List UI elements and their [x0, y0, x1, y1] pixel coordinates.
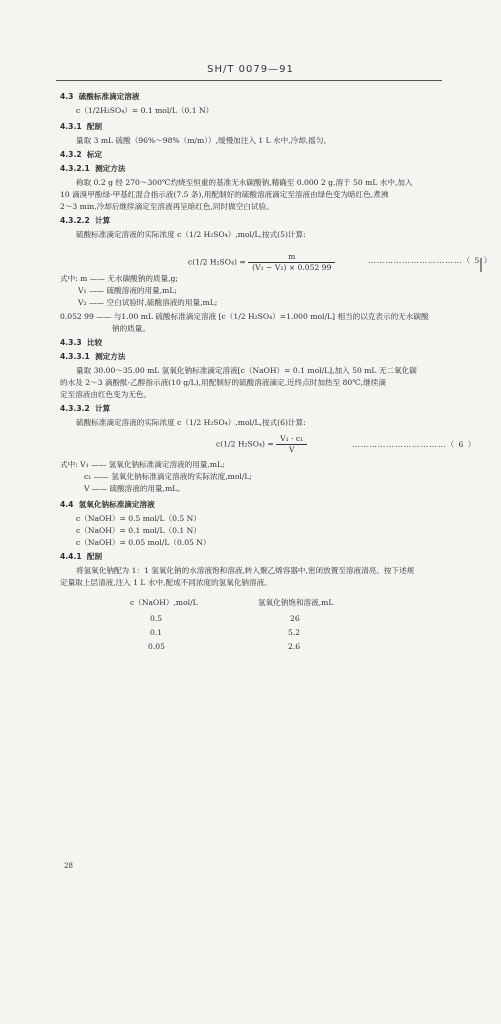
variable-definition: c₁ —— 氢氧化钠标准滴定溶液的实际浓度,mol/L; [84, 472, 252, 481]
table-header: c（NaOH）,mol/L [130, 598, 198, 607]
concentration-line: c（NaOH）= 0.5 mol/L（0.5 N） [76, 514, 201, 523]
header-rule [56, 80, 442, 81]
equation-number: ……………………………（ 6 ） [352, 440, 477, 449]
section-number: 4.3.2.2 [60, 216, 90, 225]
paragraph: 量取 3 mL 硫酸（96%～98%（m/m））,缓慢加注入 1 L 水中,冷却,摇匀。 [76, 136, 332, 145]
section-4-3-1-heading [60, 122, 102, 132]
section-number: 4.3.2.1 [60, 164, 90, 173]
standard-number: SH/T 0079—91 [207, 64, 294, 75]
variable-definition: 式中: m —— 无水碳酸钠的质量,g; [60, 274, 178, 283]
section-title: 氢氧化钠标准滴定溶液 [78, 500, 155, 509]
formula-fraction [248, 252, 335, 273]
section-number: 4.4 [60, 500, 74, 509]
section-number: 4.3.3 [60, 338, 82, 347]
section-number: 4.3 [60, 92, 74, 101]
section-number: 4.4.1 [60, 552, 82, 561]
variable-definition: V₂ —— 空白试验时,硫酸溶液的用量,mL; [78, 298, 218, 307]
conc-prefix: c（ [76, 106, 88, 115]
section-4-3-2-1-heading [60, 164, 125, 174]
conc-tail: H₂SO₄）= 0.1 mol/L（0.1 N） [100, 106, 214, 115]
section-title: 标定 [86, 150, 103, 159]
variable-definition: 式中: V₁ —— 氢氧化钠标准滴定溶液的用量,mL; [60, 460, 225, 469]
formula-lhs: c(1/2 H₂SO₄) = [188, 257, 246, 267]
formula-intro: 硫酸标准滴定溶液的实际浓度 c（1/2 H₂SO₄）,mol/L,按式(6)计算: [76, 418, 306, 427]
paragraph-line: 量取 30.00～35.00 mL 氢氧化钠标准滴定溶液[c（NaOH）= 0.1 mol/L],加入 50 mL 无二氧化碳 [76, 366, 417, 375]
section-4-4-heading [60, 500, 155, 510]
table-cell: 0.5 [150, 614, 163, 623]
table-cell: 2.6 [288, 642, 301, 651]
section-title: 计算 [95, 404, 111, 413]
paragraph-line: 2～3 min,冷却后继续滴定至溶液再呈暗红色,同时做空白试验。 [60, 202, 274, 211]
section-4-3-3-1-heading [60, 352, 125, 362]
section-4-3-3-2-heading [60, 404, 110, 414]
paragraph-line: 将氢氧化钠配为 1：1 氢氧化钠的水溶液饱和溶液,转入聚乙烯容器中,密闭放置至溶液清亮。按下述规 [76, 566, 415, 575]
conc-half: 1/2 [87, 106, 101, 115]
formula-numerator: V₁ · c₁ [276, 434, 307, 445]
section-4-4-1-heading [60, 552, 102, 562]
section-4-3-concentration [76, 106, 213, 116]
table-cell: 26 [290, 614, 300, 623]
table-cell: 5.2 [288, 628, 301, 637]
paragraph-line: 的水及 2～3 滴酚酞-乙醇指示液(10 g/L),用配制好的硫酸溶液滴定,近终点时加热至 80℃,继续滴 [60, 378, 386, 387]
section-title: 测定方法 [95, 352, 126, 361]
table-cell: 0.05 [148, 642, 165, 651]
constant-definition: 钠的质量。 [112, 324, 150, 333]
formula-denominator: V [288, 445, 295, 454]
section-number: 4.3.1 [60, 122, 82, 131]
paragraph-line: 定量取上层清液,注入 1 L 水中,配成不同浓度的氢氧化钠溶液。 [60, 578, 272, 587]
page-number: 28 [64, 862, 73, 870]
equation-number: ……………………………（ 5 ） [368, 256, 493, 265]
formula-5 [188, 252, 335, 273]
constant-definition: 0.052 99 —— 与1.00 mL 硫酸标准滴定溶液 [c（1/2 H₂SO₄）=1.000 mol/L] 相当的以克表示的无水碳酸 [60, 312, 429, 321]
section-4-3-3-heading [60, 338, 102, 348]
formula-6 [216, 434, 307, 455]
concentration-line: c（NaOH）= 0.1 mol/L（0.1 N） [76, 526, 201, 535]
concentration-line: c（NaOH）= 0.05 mol/L（0.05 N） [76, 538, 211, 547]
paragraph-line: 10 滴溴甲酚绿-甲基红混合指示液(7.5 条),用配制好的硫酸溶液滴定至溶液由绿色变为暗红色,煮沸 [60, 190, 389, 199]
section-number: 4.3.3.1 [60, 352, 90, 361]
section-number: 4.3.2 [60, 150, 82, 159]
variable-definition: V —— 硫酸溶液的用量,mL。 [84, 484, 185, 493]
paragraph-line: 称取 0.2 g 经 270～300℃灼烧至恒重的基准无水碳酸钠,精确至 0.000 2 g,溶于 50 mL 水中,加入 [76, 178, 413, 187]
formula-intro: 硫酸标准滴定溶液的实际浓度 c（1/2 H₂SO₄）,mol/L,按式(5)计算: [76, 230, 306, 239]
paragraph-line: 定至溶液由红色变为无色。 [60, 390, 152, 399]
formula-numerator: m [248, 252, 335, 263]
section-4-3-2-heading [60, 150, 102, 160]
variable-definition: V₁ —— 硫酸溶液的用量,mL; [78, 286, 177, 295]
formula-denominator: (V₁ − V₂) × 0.052 99 [252, 263, 332, 272]
section-title: 硫酸标准滴定溶液 [78, 92, 140, 101]
section-4-3-heading [60, 92, 140, 102]
formula-fraction [276, 434, 307, 455]
table-header: 氢氧化钠饱和溶液,mL [258, 598, 334, 607]
section-title: 比较 [86, 338, 103, 347]
section-4-3-2-2-heading [60, 216, 110, 226]
section-title: 配制 [86, 552, 103, 561]
table-cell: 0.1 [150, 628, 163, 637]
section-title: 测定方法 [95, 164, 126, 173]
section-number: 4.3.3.2 [60, 404, 90, 413]
section-title: 配制 [86, 122, 103, 131]
section-title: 计算 [95, 216, 111, 225]
formula-lhs: c(1/2 H₂SO₄) = [216, 439, 274, 449]
